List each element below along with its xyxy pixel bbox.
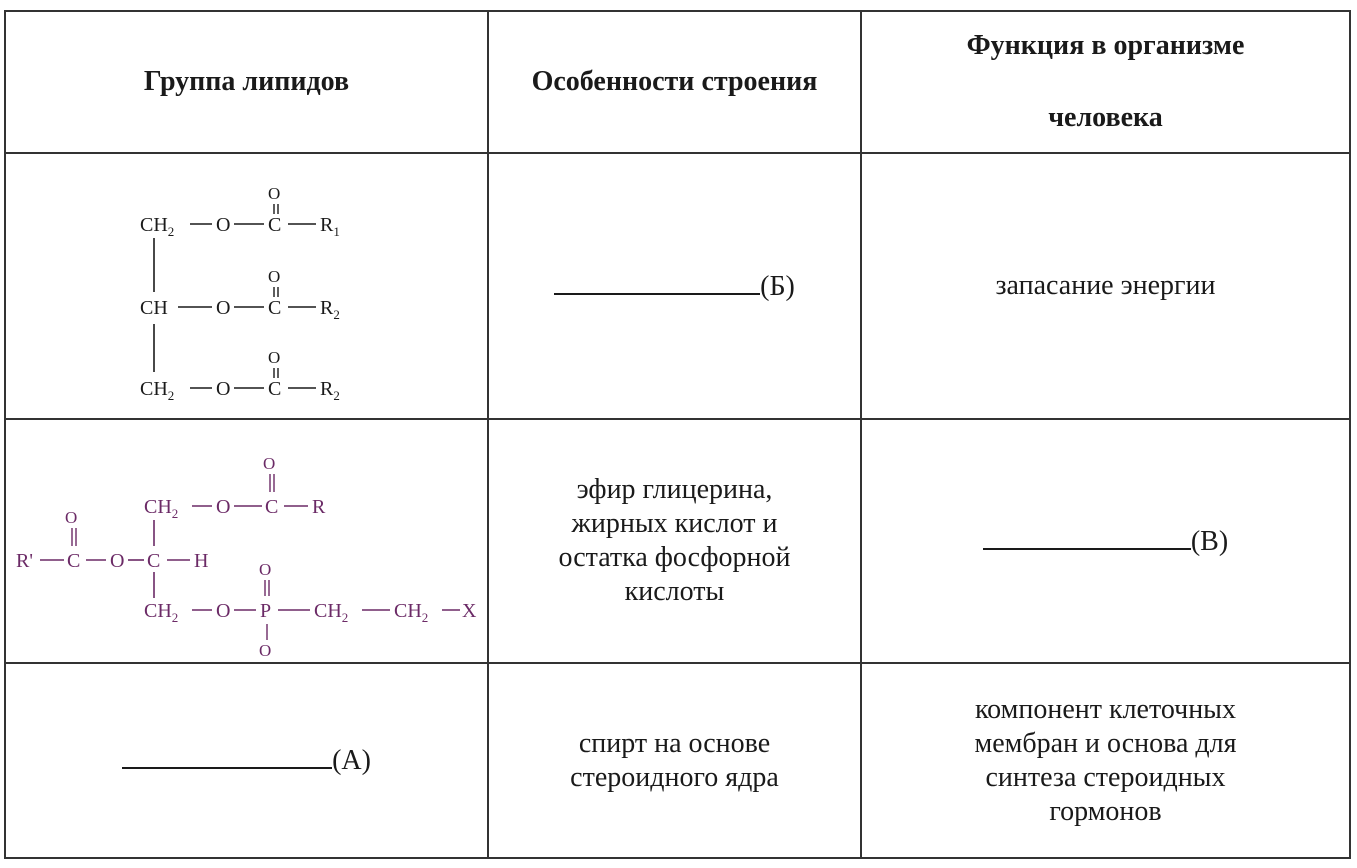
pl-r: R [312,496,326,518]
formula-r2: $R_2$ [320,297,340,322]
header-function-line1: Функция в организме [966,30,1245,61]
steroid-function-line-2: мембран и основа для [974,727,1237,759]
steroid-function-line-3: синтеза стероидных [985,761,1226,793]
formula-o-2: O [216,297,231,319]
formula-carbonyl-o-2: O [268,267,281,286]
steroid-features-line-2: стероидного ядра [570,761,779,793]
pl-o-1: O [216,496,231,518]
header-function-line2: человека [1048,102,1163,133]
features-line-3: остатка фосфорной [558,542,791,573]
row1-features-cell [489,154,860,418]
row3-group-cell [6,664,487,857]
pl-carbonyl-o-2: O [65,508,78,527]
pl-c-1: C [265,496,279,518]
pl-x: X [462,600,477,622]
pl-ch2-top: $CH_2$ [144,496,179,521]
marker-v: (В) [1190,525,1229,557]
phospholipid-formula [6,420,487,662]
function-energy-storage: запасание энергии [995,270,1216,301]
header-function [862,12,1349,152]
formula-ch2-bot: $CH_2$ [140,378,175,403]
formula-ch2-top: $CH_2$ [140,214,175,239]
row1-function-cell [862,154,1349,418]
pl-phosphoryl-o: O [259,560,272,579]
pl-ch2-b: $CH_2$ [394,600,429,625]
lipids-table [4,10,1351,859]
formula-c-1: C [268,214,282,236]
features-line-1: эфир глицерина, [576,474,773,505]
pl-ch2-bot: $CH_2$ [144,600,179,625]
marker-a: (А) [332,745,371,776]
row2-structure-cell [6,420,487,662]
pl-ch2-a: $CH_2$ [314,600,349,625]
marker-b: (Б) [760,270,795,302]
steroid-function-line-4: гормонов [1049,795,1162,827]
blank-answer-a [122,743,371,778]
steroid-features-line-1: спирт на основе [578,727,771,759]
table-border-right [1349,10,1351,859]
pl-o-2: O [110,550,125,572]
pl-c-center: C [147,550,161,572]
pl-h: H [194,550,209,572]
formula-c-2: C [268,297,282,319]
row3-features-cell [489,664,860,857]
pl-phosphate-o: O [259,641,272,660]
formula-carbonyl-o-1: O [268,184,281,203]
row2-function-cell [862,420,1349,662]
blank-answer-v [983,524,1228,559]
steroid-function-line-1: компонент клеточных [974,693,1236,725]
row2-features-cell [489,420,860,662]
formula-r1: $R_1$ [320,214,340,239]
blank-answer-b [554,269,795,304]
pl-o-3: O [216,600,231,622]
pl-carbonyl-o-1: O [263,454,276,473]
pl-c-2: C [67,550,81,572]
row1-structure-cell [6,154,487,418]
pl-r-prime: R' [16,550,33,572]
formula-o-1: O [216,214,231,236]
formula-c-3: C [268,378,282,400]
formula-r3: $R_2$ [320,378,340,403]
formula-ch-mid: CH [140,297,168,319]
formula-o-3: O [216,378,231,400]
triglyceride-formula [6,154,487,418]
features-line-4: кислоты [624,576,725,607]
table-border-bottom [4,857,1351,859]
pl-p: P [260,600,272,622]
features-line-2: жирных кислот и [571,508,778,539]
header-structure-features [489,12,860,152]
header-structure-features-text: Особенности строения [531,66,818,97]
header-lipid-group [6,12,487,152]
header-lipid-group-text: Группа липидов [143,66,350,97]
formula-carbonyl-o-3: O [268,348,281,367]
row3-function-cell [862,664,1349,857]
